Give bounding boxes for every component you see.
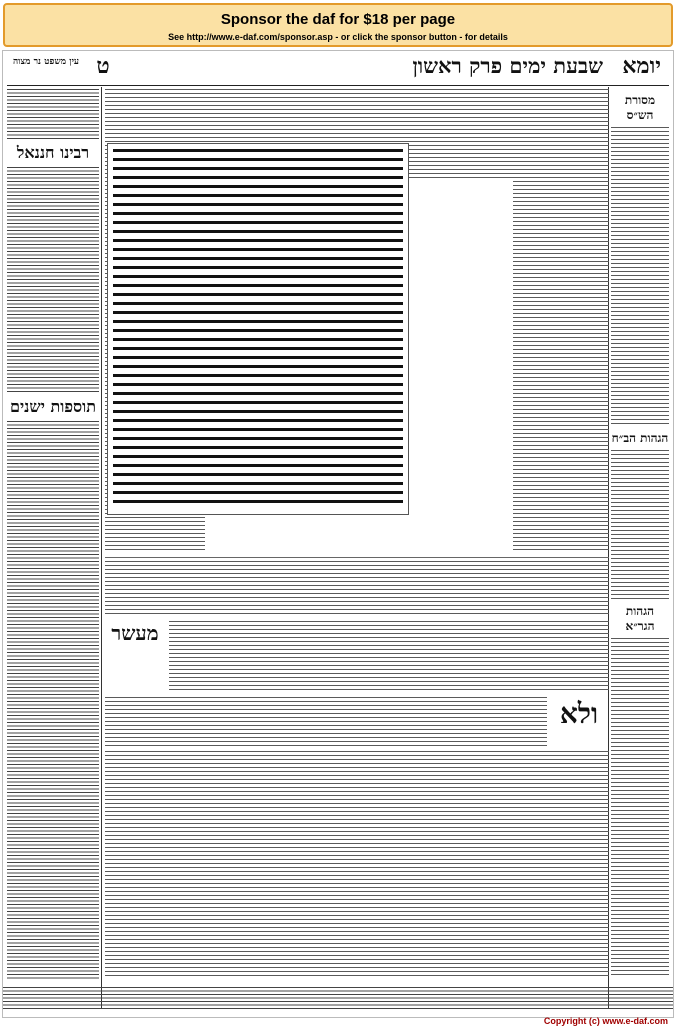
rabbeinu-chananel-text — [7, 167, 99, 393]
left-margin-column — [7, 89, 99, 1009]
sponsor-title[interactable]: Sponsor the daf for $18 per page — [220, 11, 456, 28]
hagahot-habach-heading: הגהות הב״ח — [611, 431, 669, 445]
commentary-lower-b — [105, 751, 609, 977]
hagahot-hagra-text — [611, 638, 669, 978]
rashi-commentary-side — [513, 181, 609, 553]
tosafot-yeshanim-heading: תוספות ישנים — [10, 397, 96, 416]
header-rule — [7, 85, 669, 86]
tractate-name: יומא — [622, 53, 661, 79]
chapter-title: שבעת ימים פרק ראשון — [412, 53, 603, 78]
copyright-notice: Copyright (c) www.e-daf.com — [543, 1016, 668, 1026]
masoret-hashas-heading: מסורת הש״ס — [624, 93, 656, 122]
commentary-lower-a — [105, 697, 547, 747]
tosafot-yeshanim-text — [7, 421, 99, 981]
right-margin-column — [611, 89, 669, 1009]
left-column-rule — [101, 87, 102, 1009]
page-footer-text — [3, 987, 673, 1009]
mishna-opening-word: מעשר — [111, 621, 159, 645]
rabbeinu-chananel-heading: רבינו חננאל — [16, 143, 90, 162]
sponsor-banner[interactable] — [3, 3, 673, 47]
commentary-middle — [105, 561, 609, 617]
commentary-opening-word: ולא — [559, 697, 599, 730]
gemara-text-block — [113, 149, 403, 509]
hagahot-habach-text — [611, 450, 669, 600]
hagahot-hagra-heading: הגהות הגר״א — [625, 604, 655, 633]
commentary-mishna-block — [169, 621, 609, 693]
talmud-page-scan — [2, 50, 674, 1018]
ein-mishpat-heading: עין משפט נר מצוה — [12, 57, 80, 67]
masoret-hashas-text — [611, 127, 669, 427]
section-divider — [105, 557, 609, 558]
ein-mishpat-text — [7, 89, 99, 139]
folio-number: ט — [96, 53, 110, 79]
sponsor-subtitle: See http://www.e-daf.com/sponsor.asp - or click the sponsor button - for details — [168, 32, 508, 42]
